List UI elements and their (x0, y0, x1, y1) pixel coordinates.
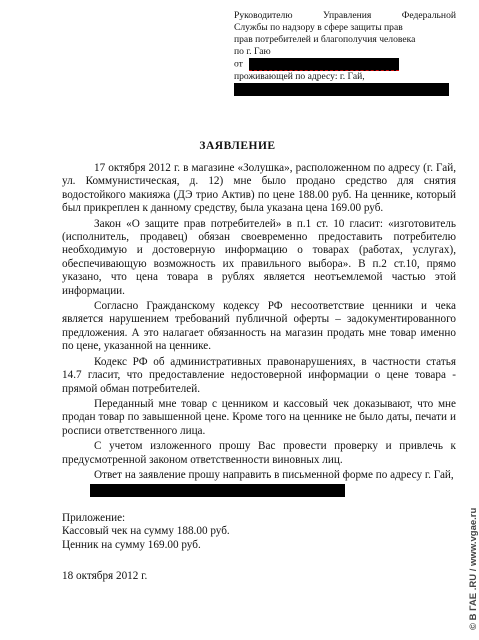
attachment-item-2: Ценник на сумму 169.00 руб. (62, 538, 201, 551)
reply-address-line (62, 484, 456, 497)
addressee-block (234, 10, 456, 96)
attachments (62, 512, 456, 552)
paragraph-6: С учетом изложенного прошу Вас провести проверку и привлечь к предусмотренной законом ответственности виновных лиц. (62, 440, 456, 466)
watermark-text: © В ГАЕ .RU / www.vgae.ru (468, 507, 479, 630)
redacted-name (249, 58, 399, 71)
attachment-item-1: Кассовый чек на сумму 188.00 руб. (62, 525, 230, 538)
paragraph-4: Кодекс РФ об административных правонарушениях, в частности статья 14.7 гласит, что предоставление недостоверной информации о цене товара - прямой обман потребителей. (62, 355, 456, 395)
paragraph-2: Закон «О защите прав потребителей» в п.1 ст. 10 гласит: «изготовитель (исполнитель, продавец) обязан своевременно предоставить потребителю необходимую и достоверную информацию о товарах (работах, услугах), обеспечивающую возможность их правильного выбора». В п.2 ст.10, прямо указано, что цена товара в рублях является неотъемлемой частью этой информации. (62, 217, 456, 297)
document-date: 18 октября 2012 г. (62, 570, 148, 583)
paragraph-3: Согласно Гражданскому кодексу РФ несоответствие ценники и чека является нарушением требований публичной оферты – задокументированного предложения. А это налагает обязанность на магазин продать мне товар именно по цене, указанной на ценнике. (62, 300, 456, 353)
addressee-line-1: Руководителю Управления Федеральной (234, 10, 456, 21)
address-redacted-line (234, 83, 456, 96)
paragraph-5: Переданный мне товар с ценником и кассовый чек доказывают, что мне продан товар по завышенной цене. Кроме того на ценнике не было даты, печати и росписи ответственного лица. (62, 397, 456, 437)
document-title: ЗАЯВЛЕНИЕ (199, 140, 276, 152)
sender-line (234, 58, 456, 71)
redacted-address (234, 83, 449, 96)
redacted-reply-address (90, 484, 345, 497)
attachments-label: Приложение: (62, 511, 126, 524)
paragraph-7 (62, 469, 456, 482)
reply-request-text: Ответ на заявление прошу направить в письменной форме по адресу г. Гай, (94, 468, 454, 481)
from-label: от (234, 58, 243, 70)
address-line (234, 71, 456, 83)
address-label: проживающей по адресу: г. Гай, (234, 71, 365, 82)
watermark (452, 420, 479, 630)
document-body (62, 162, 456, 583)
addressee-line-2: Службы по надзору в сфере защиты прав (234, 22, 403, 33)
addressee-line-4: по г. Гаю (234, 46, 271, 57)
addressee-line-3: прав потребителей и благополучия человека (234, 34, 416, 45)
paragraph-1: 17 октября 2012 г. в магазине «Золушка», расположенном по адресу (г. Гай, ул. Коммунистическая, д. 12) мне было продано средство для снятия водостойкого макияжа (ДЭ трио Актив) по цене 188.00 руб. На ценнике, который был прикреплен к данному средству, была указана цена 169.00 руб. (62, 162, 456, 215)
